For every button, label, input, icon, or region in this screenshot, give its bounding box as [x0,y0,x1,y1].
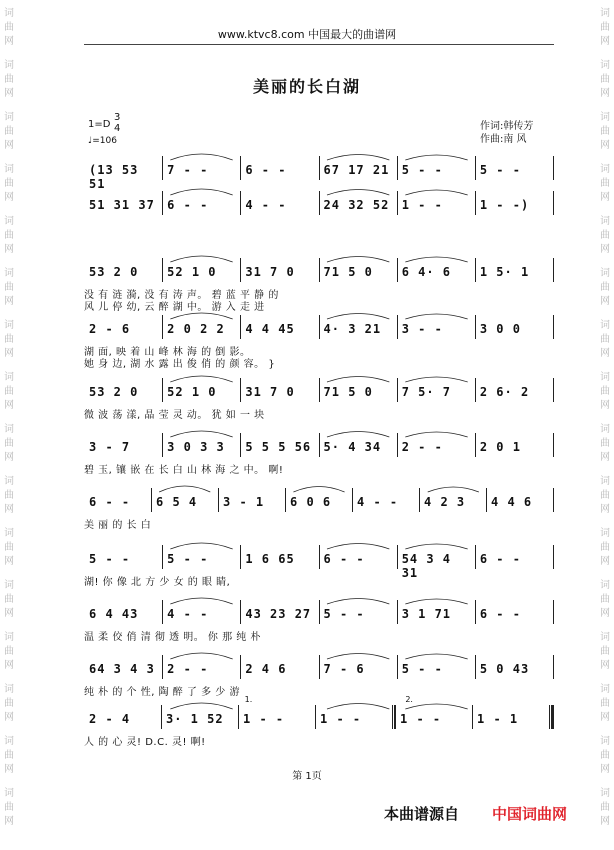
watermark-char: 词 [600,424,610,435]
slur-arc [170,543,232,549]
measure: 31 7 0 [245,265,295,279]
lyric-line: 湖 面, 映 着 山 峰 林 海 的 倒 影。 [84,347,251,358]
measure: 5 0 43 [479,662,530,676]
watermark-char: 曲 [4,490,14,501]
header-rule [84,44,554,45]
watermark-char: 网 [600,400,610,411]
watermark-char: 词 [4,684,14,695]
watermark-char: 网 [4,140,14,151]
measure: 6 - - [323,552,365,566]
watermark-char: 网 [4,712,14,723]
slur-layer [84,366,554,386]
measure: 6 - - [89,495,131,509]
measure: 5 - - [401,163,443,177]
lyric-line: 没 有 涟 漪, 没 有 涛 声。 碧 蓝 平 静 的 [84,290,279,301]
key-signature: 1=D [88,119,111,130]
measure: 3 - 1 [223,495,265,509]
measure: 3 - 7 [89,440,131,454]
measure: 5 - - [89,552,131,566]
measure: 3 0 3 3 [167,440,225,454]
watermark-char: 网 [600,452,610,463]
watermark-char: 网 [600,764,610,775]
measure: 2 - - [167,662,209,676]
watermark-char: 词 [600,684,610,695]
score-row [84,191,554,221]
right-watermark-strip [596,0,614,850]
slur-arc [170,376,232,382]
score-row [84,378,554,421]
slur-arc [327,257,389,263]
score-row [84,258,554,313]
measure: 6 - - [479,607,521,621]
measure: 7 - 6 [323,662,365,676]
watermark-char: 网 [600,296,610,307]
watermark-char: 曲 [600,230,610,241]
watermark-char: 词 [4,632,14,643]
watermark-char: 曲 [4,74,14,85]
measure: 4 - - [357,495,399,509]
measure: 1 - -) [479,198,530,212]
slur-layer [84,421,554,441]
slur-arc [405,432,467,437]
slur-arc [405,544,467,549]
slur-arc [405,704,467,709]
slur-arc [170,313,232,319]
watermark-char: 曲 [600,750,610,761]
watermark-char: 词 [4,164,14,175]
measure: 4· 3 21 [323,322,382,336]
watermark-char: 曲 [600,594,610,605]
watermark-char: 词 [4,372,14,383]
watermark-char: 词 [4,580,14,591]
measure: 4 - - [245,198,287,212]
watermark-char: 曲 [600,126,610,137]
watermark-char: 网 [600,712,610,723]
watermark-char: 曲 [600,178,610,189]
slur-layer [84,476,554,496]
measure: 6 4· 6 [401,265,452,279]
watermark-char: 词 [600,788,610,799]
watermark-char: 曲 [4,750,14,761]
site-header: www.ktvc8.com 中国最大的曲谱网 [217,28,397,41]
watermark-char: 网 [600,36,610,47]
measure: 1 - - [400,712,442,726]
measure: 6 0 6 [290,495,332,509]
measure: 31 7 0 [245,385,295,399]
slur-arc [170,256,232,262]
time-signature [114,112,120,134]
slur-arc [170,598,232,604]
slur-arc [159,486,210,492]
watermark-char: 词 [600,580,610,591]
measure: 4 4 6 [491,495,533,509]
watermark-char: 词 [4,268,14,279]
lyric-line: 人 的 心 灵! D.C. 灵! 啊! [84,737,206,748]
watermark-char: 曲 [4,22,14,33]
watermark-char: 网 [4,296,14,307]
time-signature-top: 3 [114,112,121,123]
measure: 5 - - [323,607,365,621]
watermark-char: 词 [4,216,14,227]
watermark-char: 曲 [4,542,14,553]
slur-arc [170,431,232,437]
watermark-char: 词 [4,320,14,331]
watermark-char: 网 [4,660,14,671]
measure: 7 - - [167,163,209,177]
watermark-char: 网 [4,816,14,827]
measure: 71 5 0 [323,265,373,279]
watermark-char: 曲 [4,178,14,189]
tempo-marking: ♩=106 [88,136,117,146]
slur-arc [327,155,389,161]
slur-arc [327,704,389,710]
measure: 6 - - [167,198,209,212]
measure: 2 6· 2 [479,385,530,399]
slur-arc [327,654,389,660]
watermark-char: 网 [4,244,14,255]
measure: 2 0 1 [479,440,521,454]
measure: 5 - - [401,662,443,676]
score-row [84,545,554,588]
watermark-char: 词 [600,164,610,175]
measure: 2 0 2 2 [167,322,225,336]
volta-2-label: 2. [405,695,413,704]
slur-arc [170,189,232,195]
slur-arc [405,314,467,319]
watermark-char: 网 [600,608,610,619]
measure: 43 23 27 [245,607,312,621]
watermark-char: 词 [600,8,610,19]
slur-layer [84,588,554,608]
watermark-char: 网 [600,660,610,671]
slur-layer [84,693,554,713]
watermark-char: 网 [600,816,610,827]
watermark-char: 词 [600,736,610,747]
slur-arc [405,257,467,262]
measure: 5· 4 34 [323,440,382,454]
measure: (13 53 51 [89,163,139,191]
measure: 5 - - [167,552,209,566]
watermark-char: 网 [4,36,14,47]
measure: 53 2 0 [89,265,139,279]
measure: 6 - - [245,163,287,177]
measure: 3 1 71 [401,607,452,621]
watermark-char: 曲 [600,22,610,33]
slur-layer [84,533,554,553]
score-row [84,600,554,643]
measure: 2 - 6 [89,322,131,336]
lyric-line: 湖! 你 像 北 方 少 女 的 眼 睛, [84,577,231,588]
watermark-char: 网 [4,400,14,411]
measure: 3· 1 52 [166,712,224,726]
lyric-line: 微 波 荡 漾, 晶 莹 灵 动。 犹 如 一 块 [84,410,265,421]
measure: 52 1 0 [167,265,217,279]
slur-arc [327,190,389,196]
slur-arc [327,314,389,320]
lyric-line: 碧 玉, 镶 嵌 在 长 白 山 林 海 之 中。 啊! [84,465,284,476]
watermark-char: 曲 [600,698,610,709]
watermark-char: 曲 [600,282,610,293]
watermark-char: 词 [600,320,610,331]
watermark-char: 曲 [4,698,14,709]
watermark-char: 网 [4,608,14,619]
lyric-line: 温 柔 佼 俏 清 彻 透 明。 你 那 纯 朴 [84,632,261,643]
footer-brand-link[interactable]: 中国词曲网 [492,805,568,823]
measure: 52 1 0 [167,385,217,399]
watermark-char: 曲 [4,802,14,813]
watermark-char: 网 [600,192,610,203]
measure: 53 2 0 [89,385,139,399]
measure: 67 17 21 [323,163,390,177]
watermark-char: 曲 [4,594,14,605]
composer-credit: 作曲:南 风 [480,134,527,145]
watermark-char: 曲 [600,334,610,345]
measure: 6 5 4 [156,495,198,509]
watermark-char: 词 [600,372,610,383]
watermark-char: 曲 [4,334,14,345]
watermark-char: 词 [600,112,610,123]
watermark-char: 词 [4,112,14,123]
watermark-char: 曲 [600,438,610,449]
slur-arc [327,377,389,383]
slur-arc [405,377,467,382]
watermark-char: 网 [600,504,610,515]
lyric-line: 美 丽 的 长 白 [84,520,152,531]
measure: 4 2 3 [424,495,466,509]
watermark-char: 曲 [4,230,14,241]
score-row [84,695,554,748]
song-title: 美丽的长白湖 [252,77,361,96]
lyric-line: 她 身 边, 湖 水 露 出 俊 俏 的 颜 容。 } [84,359,276,370]
measure: 1 6 65 [245,552,295,566]
slur-arc [428,487,479,492]
watermark-char: 网 [4,764,14,775]
measure: 7 5· 7 [401,385,452,399]
slur-arc [405,599,467,604]
score-row [84,315,554,370]
watermark-char: 词 [600,60,610,71]
watermark-char: 曲 [600,542,610,553]
watermark-char: 网 [600,88,610,99]
measure: 1 - - [401,198,443,212]
watermark-char: 词 [600,268,610,279]
watermark-char: 网 [600,348,610,359]
watermark-char: 网 [600,556,610,567]
measure: 1 - - [243,712,285,726]
watermark-char: 网 [4,192,14,203]
watermark-char: 曲 [4,646,14,657]
watermark-char: 词 [4,60,14,71]
slur-arc [405,155,467,160]
measure: 1 5· 1 [479,265,530,279]
watermark-char: 词 [600,528,610,539]
volta-1-label: 1. [244,695,253,704]
watermark-char: 网 [4,452,14,463]
watermark-char: 曲 [4,282,14,293]
measure: 64 3 4 3 [89,662,155,676]
watermark-char: 词 [4,8,14,19]
watermark-char: 词 [600,632,610,643]
measure: 2 - 4 [89,712,131,726]
lyricist-credit: 作词:韩传芳 [480,121,534,132]
measure: 71 5 0 [323,385,373,399]
slur-arc [170,703,232,709]
time-signature-bottom: 4 [114,123,121,134]
slur-layer [84,246,554,266]
watermark-char: 网 [4,504,14,515]
watermark-char: 网 [4,88,14,99]
measure: 1 - 1 [477,712,519,726]
measure: 4 4 45 [245,322,295,336]
watermark-char: 网 [600,244,610,255]
slur-arc [293,487,344,493]
slur-arc [405,190,467,195]
watermark-char: 词 [4,736,14,747]
slur-layer [84,179,554,199]
watermark-char: 曲 [4,126,14,137]
score-row [84,433,554,476]
lyric-line: 纯 朴 的 个 性, 陶 醉 了 多 少 游 [84,687,240,698]
score-row [84,655,554,698]
slur-layer [84,144,554,164]
watermark-char: 词 [4,528,14,539]
lyric-line: 风 儿 停 幼, 云 醉 湖 中。 游 入 走 进 [84,302,265,313]
watermark-char: 词 [600,476,610,487]
slur-arc [327,432,389,438]
measure: 5 5 5 56 [245,440,312,454]
slur-layer [84,303,554,323]
watermark-char: 词 [600,216,610,227]
watermark-char: 曲 [4,386,14,397]
watermark-char: 网 [4,556,14,567]
slur-layer [84,643,554,663]
slur-arc [170,653,232,659]
watermark-char: 曲 [600,386,610,397]
watermark-char: 曲 [600,646,610,657]
measure: 54 3 4 31 [401,552,452,580]
watermark-char: 曲 [600,490,610,501]
watermark-char: 词 [4,476,14,487]
watermark-char: 词 [4,788,14,799]
measure: 51 31 37 [89,198,155,212]
left-watermark-strip [0,0,18,850]
measure: 2 4 6 [245,662,287,676]
watermark-char: 曲 [4,438,14,449]
watermark-char: 曲 [600,802,610,813]
measure: 5 - - [479,163,521,177]
watermark-char: 网 [600,140,610,151]
measure: 3 - - [401,322,443,336]
footer-source-text: 本曲谱源自 [384,805,460,823]
watermark-char: 曲 [600,74,610,85]
measure: 1 - - [320,712,362,726]
score-row [84,488,554,531]
slur-arc [405,654,467,659]
measure: 6 4 43 [89,607,139,621]
measure: 2 - - [401,440,443,454]
slur-arc [327,599,389,605]
watermark-char: 词 [4,424,14,435]
page-number: 第 1页 [292,771,322,782]
measure: 3 0 0 [479,322,521,336]
watermark-char: 网 [4,348,14,359]
measure: 4 - - [167,607,209,621]
slur-arc [170,154,232,160]
measure: 6 - - [479,552,521,566]
measure: 24 32 52 [323,198,390,212]
slur-arc [327,544,389,550]
